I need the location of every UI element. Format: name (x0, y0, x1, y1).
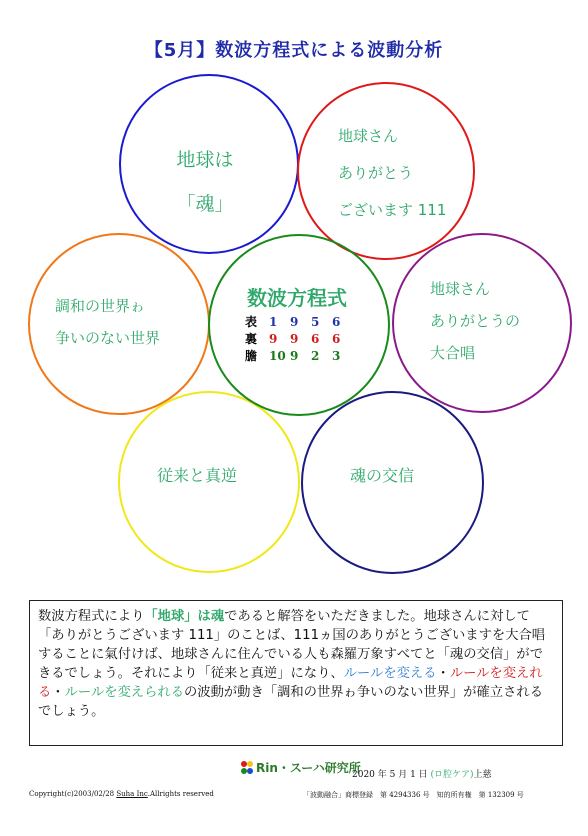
logo-mark-icon (241, 761, 253, 775)
circle-mid-right-text (430, 273, 520, 369)
desc-separator: ・ (51, 685, 65, 700)
date-text: 2020 年 5 月 1 日 (352, 770, 428, 780)
text-line: 大合唱 (430, 344, 476, 362)
desc-separator: ・ (436, 666, 450, 681)
matrix-value: 6 (332, 331, 341, 346)
circle-mid-left-text (55, 290, 160, 354)
institute-logo (241, 759, 361, 776)
description-box (29, 600, 563, 746)
matrix-value: 9 (269, 331, 278, 346)
wave-matrix (245, 313, 353, 364)
desc-rule-can-change: ルールを変えられる (64, 685, 184, 700)
matrix-value: 5 (311, 314, 320, 329)
text-line: 従来と真逆 (157, 466, 238, 485)
circle-top-right-text (338, 118, 446, 229)
matrix-row-inner (245, 347, 353, 364)
matrix-row-front (245, 313, 353, 330)
copyright-part: .Allrights reserved (147, 790, 214, 798)
matrix-value: 3 (332, 348, 341, 363)
text-line: 地球さん (430, 280, 491, 298)
circle-top-left-text (165, 138, 245, 226)
author-text: 上慈 (473, 770, 492, 780)
matrix-value: 10 (269, 348, 286, 363)
circle-bottom-right-text (350, 458, 414, 494)
matrix-value: 1 (269, 314, 278, 329)
matrix-value: 6 (332, 314, 341, 329)
desc-text: の波動が動き「調和の世界ゎ争いのない世界」が確立されるでしょう。 (38, 685, 544, 719)
row-label: 膽 (245, 349, 258, 363)
desc-rule-change: ルールを変える (343, 666, 437, 681)
text-line: ございます 111 (338, 201, 447, 219)
desc-text: であると解答をいただきました。地球さんに対して「ありがとうございます 111」のことば、111ヵ国のありがとうございますを大合唱することに氣付けば、地球さんに住んでいる人も森羅万象すべてと「魂の交信」ができるでしょう。それにより「従来と真逆」になり、 (38, 609, 546, 681)
matrix-row-back (245, 330, 353, 347)
row-label: 裏 (245, 332, 258, 346)
text-line: 争いのない世界 (55, 329, 161, 347)
text-line: 魂の交信 (350, 466, 415, 485)
matrix-value: 9 (290, 314, 299, 329)
copyright-part: Copyright(c)2003/02/28 (29, 790, 117, 798)
row-label: 表 (245, 315, 258, 329)
center-title: 数波方程式 (247, 286, 347, 310)
desc-text: 数波方程式により (38, 609, 145, 624)
matrix-value: 2 (311, 348, 320, 363)
circle-bottom-left-text (157, 458, 237, 494)
trademark-notice: 「波動融合」商標登録 第 4294336 号 知的所有権 第 132309 号 (303, 791, 524, 799)
desc-rule-changeable: ルールを変えれる (38, 666, 543, 700)
care-text: (ロ腔ケア) (430, 770, 474, 780)
logo-text: Rin・スーハ研究所 (256, 761, 361, 775)
page-title: 【5月】数波方程式による波動分析 (144, 40, 444, 61)
matrix-value: 6 (311, 331, 320, 346)
matrix-value: 9 (290, 348, 299, 363)
text-line: 地球は (176, 149, 234, 171)
copyright (29, 790, 214, 798)
text-line: 調和の世界ゎ (55, 297, 146, 315)
matrix-value: 9 (290, 331, 299, 346)
text-line: ありがとうの (430, 312, 521, 330)
text-line: 「魂」 (176, 193, 234, 215)
copyright-company: Suha Inc (116, 790, 148, 798)
date-line (352, 767, 492, 780)
desc-highlight-earth: 「地球」は魂 (144, 609, 225, 624)
text-line: ありがとう (338, 164, 414, 182)
text-line: 地球さん (338, 127, 399, 145)
